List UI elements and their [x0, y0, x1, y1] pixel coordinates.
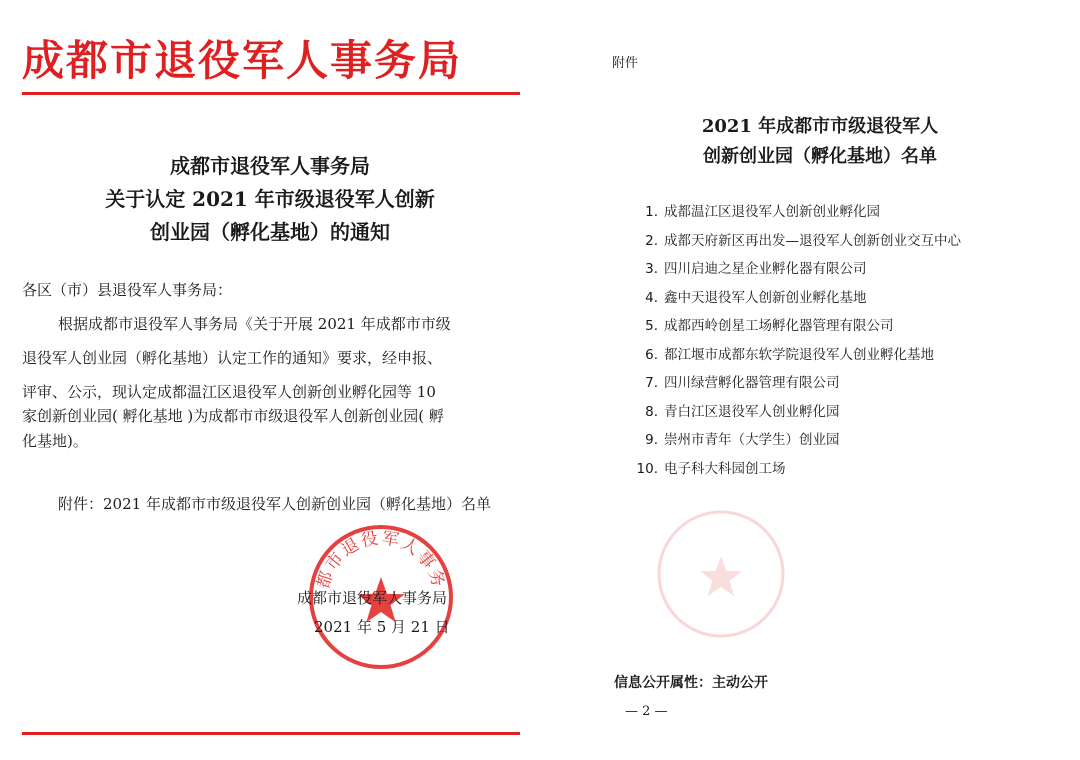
- list-title-line-1: 2021 年成都市市级退役军人: [701, 116, 939, 137]
- incubator-list: [630, 200, 961, 485]
- disclosure-attribute: 信息公开属性：主动公开: [614, 675, 768, 691]
- page-number: — 2 —: [625, 704, 668, 719]
- salutation: 各区（市）县退役军人事务局：: [22, 281, 233, 299]
- seal-text: 都市退役军人事务: [313, 528, 449, 592]
- attachment-page: [560, 0, 1080, 760]
- list-item: 3. 四川启迪之星企业孵化器有限公司: [645, 261, 867, 277]
- body-line-4: 家创新创业园( 孵化基地 )为成都市市级退役军人创新创业园( 孵: [22, 407, 444, 425]
- list-item: 8. 青白江区退役军人创业孵化园: [645, 403, 840, 420]
- list-item: 1. 成都温江区退役军人创新创业孵化园: [645, 204, 880, 220]
- signature-date: 2021 年 5 月 21 日: [314, 618, 450, 636]
- list-item: 4. 鑫中天退役军人创新创业孵化基地: [645, 289, 867, 306]
- list-item: 6. 都江堰市成都东软学院退役军人创业孵化基地: [645, 346, 934, 363]
- list-item: 7. 四川绿营孵化器管理有限公司: [645, 375, 840, 391]
- list-item: 5. 成都西岭创星工场孵化器管理有限公司: [645, 318, 894, 334]
- list-item: 2. 成都天府新区再出发—退役军人创新创业交互中心: [645, 232, 961, 249]
- faded-star-icon: [700, 556, 742, 596]
- attachment-reference: 附件：2021 年成都市市级退役军人创新创业园（孵化基地）名单: [58, 495, 491, 513]
- list-title-line-2: 创新创业园（孵化基地）名单: [703, 146, 937, 167]
- footer-red-line: [22, 732, 520, 735]
- body-line-5: 化基地)。: [22, 432, 88, 450]
- faded-seal-imprint: [655, 508, 787, 640]
- attachment-label: 附件: [612, 56, 639, 71]
- list-item: 9. 崇州市青年（大学生）创业园: [645, 432, 840, 448]
- letterhead: 成都市退役军人事务局: [22, 36, 463, 85]
- list-item: 10. 电子科大科园创工场: [636, 460, 786, 477]
- body-line-1: 根据成都市退役军人事务局《关于开展 2021 年成都市市级: [58, 315, 451, 333]
- body-line-2: 退役军人创业园（孵化基地）认定工作的通知》要求，经申报、: [22, 349, 443, 367]
- document-title-line-3: 创业园（孵化基地）的通知: [150, 220, 390, 244]
- body-line-3: 评审、公示，现认定成都温江区退役军人创新创业孵化园等 10: [22, 383, 436, 401]
- letterhead-red-line: [22, 92, 520, 95]
- document-title-line-1: 成都市退役军人事务局: [170, 154, 370, 178]
- signature-organization: 成都市退役军人事务局: [297, 589, 448, 607]
- document-title-line-2: 关于认定 2021 年市级退役军人创新: [105, 187, 435, 211]
